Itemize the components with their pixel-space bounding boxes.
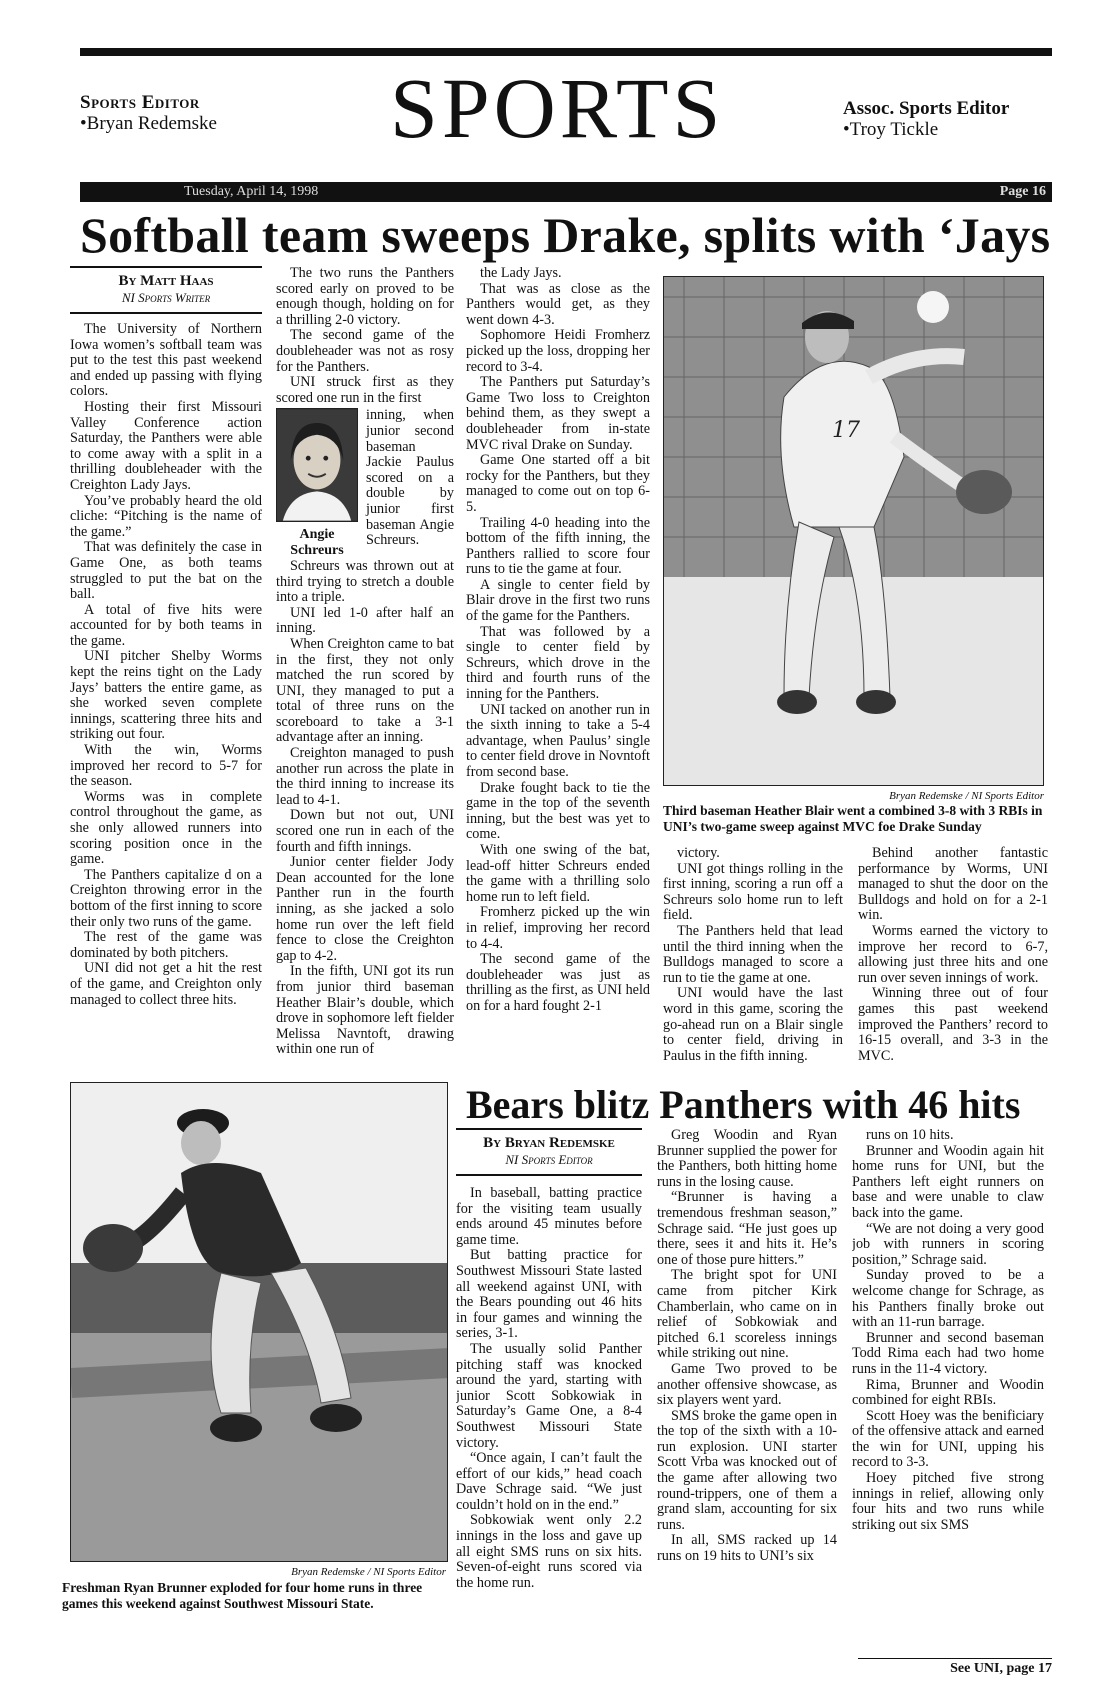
softball-col1-text: [70, 322, 262, 1008]
baseball-byline-author: By Bryan Redemske: [483, 1135, 615, 1151]
paragraph: Rima, Brunner and Woodin combined for eight RBIs.: [852, 1376, 1044, 1409]
paragraph: Winning three out of four games this past weekend improved the Panthers’ record to 16-15 overall, and 3-3 in the MVC.: [858, 985, 1048, 1064]
baseball-byline: [456, 1128, 642, 1176]
paragraph: Brunner and Woodin again hit home runs for UNI, but the Panthers left eight runners on base and were unable to claw back into the game.: [852, 1142, 1044, 1221]
baseball-byline-title: NI Sports Editor: [505, 1152, 593, 1167]
masthead-rule: [80, 48, 1052, 56]
paragraph: Drake fought back to tie the game in the top of the seventh inning, but the best was yet to come.: [466, 779, 650, 843]
paragraph: The second game of the doubleheader was just as thrilling as the first, as UNI held on for a hard fought 2-1: [466, 951, 650, 1014]
paragraph: “We are not doing a very good job with runners in scoring position,” Schrage said.: [852, 1220, 1044, 1268]
paragraph: The Panthers capitalize d on a Creighton throwing error in the bottom of the first inning to score their only two runs of the game.: [70, 866, 262, 930]
baseball-col1-text: [456, 1186, 642, 1591]
softball-column-5: [858, 846, 1048, 1064]
baseball-column-1: [456, 1128, 642, 1648]
paragraph: UNI would have the last word in this game, scoring the go-ahead run on a Blair single to center field, driving in Paulus in the fifth inning.: [663, 985, 843, 1064]
paragraph: Sobkowiak went only 2.2 innings in the loss and gave up all eight SMS runs on six hits. Seven-of-eight runs scored via the home run.: [456, 1512, 642, 1591]
mug-shot-block: [276, 408, 358, 559]
paragraph: Fromherz picked up the win in relief, improving her record to 4-4.: [466, 904, 650, 952]
paragraph: With one swing of the bat, lead-off hitter Schreurs ended the game with a thrilling solo home run to left field.: [466, 841, 650, 905]
paragraph: UNI struck first as they scored one run in the first: [276, 374, 454, 406]
paragraph: That was followed by a single to center field by Schreurs, which drove in the third and fourth runs of the inning for the Panthers.: [466, 623, 650, 703]
paragraph: In the fifth, UNI got its run from junior third baseman Heather Blair’s double, which drove in sophomore left fielder Melissa Navntoft, drawing within one run of: [276, 963, 454, 1058]
softball-column-4: [663, 846, 843, 1064]
paragraph: When Creighton came to bat in the first, they not only matched the run scored by UNI, they managed to put a total of three runs on the scoreboard to take a 3-1 advantage after an inning.: [276, 635, 454, 746]
paragraph: The usually solid Panther pitching staff was knocked around the yard, starting with junior Scott Sobkowiak in Saturday’s Game One, a 8-4 Southwest Missouri State victory.: [456, 1340, 642, 1451]
paragraph: Junior center fielder Jody Dean accounted for the lone Panther run in the fourth inning, as she jacked a solo home run over the left field fence to close the Creighton gap to 4-2.: [276, 854, 454, 964]
softball-byline-title: NI Sports Writer: [121, 290, 211, 305]
baseball-col3-text: [852, 1128, 1044, 1533]
svg-text:17: 17: [832, 418, 860, 443]
softball-col5-text: [858, 846, 1048, 1064]
date-band: [80, 182, 1052, 202]
paragraph: That was as close as the Panthers would get, as they went down 4-3.: [466, 280, 650, 328]
softball-byline-author: By Matt Haas: [118, 273, 214, 289]
softball-col3-text: [466, 266, 650, 1015]
baseball-headline: Bears blitz Panthers with 46 hits: [466, 1082, 1021, 1127]
paragraph: That was definitely the case in Game One, as both teams struggled to put the bat on the ball.: [70, 539, 262, 603]
sports-editor-credit: [80, 92, 217, 134]
page-number: Page 16: [999, 184, 1046, 199]
softball-col2-top-text: [276, 266, 454, 406]
paragraph: Worms earned the victory to improve her record to 6-7, allowing just three hits and one run over seven innings of work.: [858, 922, 1048, 986]
paragraph: Game One started off a bit rocky for the Panthers, but they managed to come out on top 6-5.: [466, 452, 650, 515]
paragraph: Sunday proved to be a welcome change for Schrage, as his Panthers finally broke out with an 11-run barrage.: [852, 1267, 1044, 1331]
paragraph: UNI tacked on another run in the sixth inning to take a 5-4 advantage, when Paulus’ single to center field drove in Novntoft from second base.: [466, 701, 650, 780]
issue-date: Tuesday, April 14, 1998: [184, 184, 319, 199]
baseball-column-3: [852, 1128, 1044, 1656]
paragraph: The Panthers put Saturday’s Game Two loss to Creighton behind them, as they swept a doubleheader from in-state MVC rival Drake on Sunday.: [466, 374, 650, 453]
softball-column-2: [276, 266, 454, 1066]
paragraph: Trailing 4-0 heading into the bottom of the fifth inning, the Panthers rallied to score four runs to tie the game at four.: [466, 514, 650, 578]
paragraph: The Panthers held that lead until the third inning when the Bulldogs managed to score a run to tie the game at one.: [663, 922, 843, 986]
assoc-editor-label: Assoc. Sports Editor: [843, 98, 1010, 119]
paragraph: “Once again, I can’t fault the effort of our kids,” head coach Dave Schrage said. “We just couldn’t hold on in the end.”: [456, 1450, 642, 1513]
ryan-brunner-photo: [71, 1083, 448, 1562]
softball-photo-caption: Third baseman Heather Blair went a combined 3-8 with 3 RBIs in UNI’s two-game sweep against MVC foe Drake Sunday: [663, 803, 1043, 834]
paragraph: In all, SMS racked up 14 runs on 19 hits to UNI’s six: [657, 1532, 837, 1565]
paragraph: Game Two proved to be another offensive showcase, as six players went yard.: [657, 1360, 837, 1409]
baseball-photo-caption: Freshman Ryan Brunner exploded for four home runs in three games this weekend against Southwest Missouri State.: [62, 1580, 423, 1611]
paragraph: SMS broke the game open in the top of the sixth with a 10-run explosion. UNI starter Scott Vrba was knocked out of the game after allowing two round-trippers, one of them a grand slam, accounting for six runs.: [657, 1407, 837, 1533]
softball-byline: [70, 266, 262, 314]
heather-blair-photo: [664, 277, 1044, 786]
paragraph: A total of five hits were accounted for by both teams in the game.: [70, 601, 262, 649]
paragraph: victory.: [677, 846, 720, 861]
paragraph: Hoey pitched five strong innings in relief, allowing only four hits and two runs while striking out six SMS: [852, 1470, 1044, 1533]
softball-col2-wrap-text: inning, when junior second baseman Jackie Paulus scored on a double by junior first baseman Angie Schreurs.: [366, 407, 454, 549]
paragraph: But batting practice for Southwest Missouri State lasted all weekend against UNI, with the Bears pounding out 46 hits in four games and winning the series, 3-1.: [456, 1247, 642, 1342]
softball-col2-bottom-text: [276, 559, 454, 1058]
paragraph: UNI did not get a hit the rest of the game, and Creighton only managed to collect three hits.: [70, 960, 262, 1008]
softball-col2-wrap: [276, 408, 454, 559]
sports-editor-name: •Bryan Redemske: [80, 113, 217, 134]
softball-col4-text: [663, 846, 843, 1064]
paragraph: A single to center field by Blair drove in the first two runs of the game for the Panthers.: [466, 576, 650, 625]
paragraph: Behind another fantastic performance by Worms, UNI managed to shut the door on the Bulldogs and hold on for a 2-1 win.: [858, 846, 1048, 924]
paragraph: The two runs the Panthers scored early on proved to be enough though, holding on for a thrilling 2-0 victory.: [276, 266, 454, 328]
baseball-col2-text: [657, 1128, 837, 1565]
softball-photo: [663, 276, 1044, 786]
paragraph: UNI pitcher Shelby Worms kept the reins tight on the Lady Jays’ batters the entire game, as she worked seven complete innings, scattering three hits and striking out four.: [70, 648, 262, 743]
paragraph: The University of Northern Iowa women’s softball team was put to the test this past weekend and ended up passing with flying colors.: [70, 321, 262, 400]
paragraph: Schreurs was thrown out at third trying to stretch a double into a triple.: [276, 557, 454, 606]
paragraph: Hosting their first Missouri Valley Conference action Saturday, the Panthers were able to come away with a split in a thrilling doubleheader with the Creighton Lady Jays.: [70, 398, 262, 493]
paragraph: With the win, Worms improved her record to 5-7 for the season.: [70, 742, 262, 790]
section-title: SPORTS: [390, 60, 725, 156]
softball-column-3: [466, 266, 650, 1066]
paragraph: The second game of the doubleheader was not as rosy for the Panthers.: [276, 327, 454, 375]
paragraph: Greg Woodin and Ryan Brunner supplied the power for the Panthers, both hitting home runs in the losing cause.: [657, 1128, 837, 1190]
jump-line[interactable]: See UNI, page 17: [858, 1658, 1052, 1677]
baseball-column-2: [657, 1128, 837, 1648]
paragraph: UNI led 1-0 after half an inning.: [276, 604, 454, 637]
sports-editor-label: Sports Editor: [80, 92, 200, 113]
assoc-editor-credit: [843, 98, 1009, 140]
baseball-photo: [70, 1082, 448, 1562]
paragraph: Brunner and second baseman Todd Rima each had two home runs in the 11-4 victory.: [852, 1329, 1044, 1377]
paragraph: In baseball, batting practice for the visiting team usually ends around 45 minutes before game time.: [456, 1185, 642, 1248]
paragraph: runs on 10 hits.: [866, 1128, 954, 1143]
paragraph: Worms was in complete control throughout the game, as she only allowed runners into scoring position once in the game.: [70, 788, 262, 868]
softball-column-1: [70, 266, 262, 1066]
paragraph: Down but not out, UNI scored one run in each of the fourth and fifth innings.: [276, 807, 454, 855]
paragraph: Sophomore Heidi Fromherz picked up the loss, dropping her record to 3-4.: [466, 327, 650, 375]
softball-headline: Softball team sweeps Drake, splits with ‘Jays: [80, 207, 1051, 263]
angie-schreurs-photo: [276, 408, 358, 522]
paragraph: Scott Hoey was the benificiary of the offensive attack and earned the win for UNI, upping his record to 3-3.: [852, 1407, 1044, 1471]
paragraph: The rest of the game was dominated by both pitchers.: [70, 929, 262, 961]
paragraph: You’ve probably heard the old cliche: “Pitching is the name of the game.”: [70, 492, 262, 540]
paragraph: “Brunner is having a tremendous freshman season,” Schrage said. “He just goes up there, sees it and hits it. He’s one of those pure hitters.”: [657, 1189, 837, 1268]
paragraph: The bright spot for UNI came from pitcher Kirk Chamberlain, who came on in relief of Sobkowiak and pitched 6.1 scoreless innings while striking out nine.: [657, 1267, 837, 1362]
assoc-editor-name: •Troy Tickle: [843, 119, 939, 140]
baseball-photo-credit: Bryan Redemske / NI Sports Editor: [291, 1566, 446, 1578]
paragraph: UNI got things rolling in the first inning, scoring a run off a Schreurs solo home run to left field.: [663, 860, 843, 924]
paragraph: the Lady Jays.: [480, 266, 562, 281]
softball-photo-credit: Bryan Redemske / NI Sports Editor: [889, 790, 1044, 802]
paragraph: Creighton managed to push another run across the plate in the third inning to increase its lead to 4-1.: [276, 745, 454, 808]
mug-caption: Angie Schreurs: [290, 526, 344, 558]
